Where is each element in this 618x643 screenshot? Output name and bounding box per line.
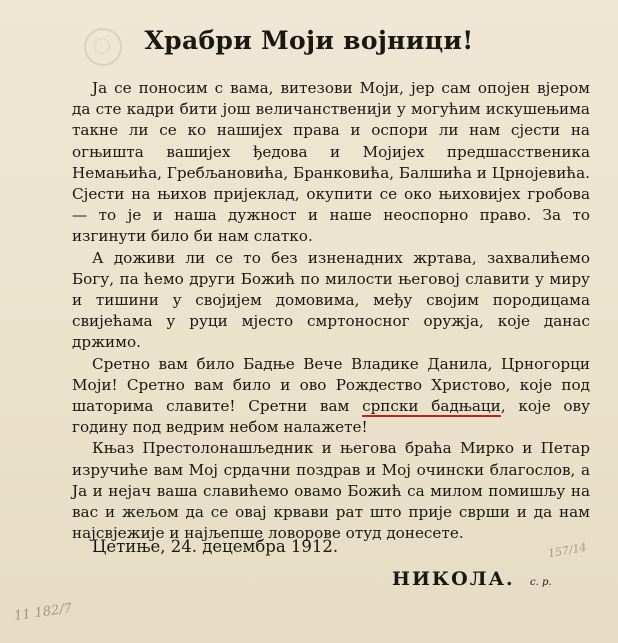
paragraph-1: Ја се поносим с вама, витезови Моји, јер сам опојен вјером да сте кадри бити још величанственији у могућим искушењима такне ли се ко нашијех права и оспори ли нам сјести на огњишта вашијех ђедова и Мојијех предшасственика Немањића, Гребљановића, Бранковића, Балшића и Црнојевића. Сјести на њихов пријеклад, окупити се око њиховијех гробова — то је и наша дужност и наше неоспорно право. За то изгинути било би нам слатко. <box>72 79 590 246</box>
signature-suffix: с. р. <box>530 577 552 588</box>
paragraph-3 <box>72 354 590 439</box>
signature: НИКОЛА. <box>392 568 515 590</box>
handwritten-note-left: 11 182/7 <box>13 601 73 624</box>
paragraph-3-end: , које ову годину под ведрим небом налажете! <box>72 397 591 437</box>
paragraph-4: Књаз Престолонашљедник и његова браћа Мирко и Петар изручиће вам Мој срдачни поздрав и Мој очински благослов, а Ја и нејач ваша славићемо овамо Божић са милом помишљу на вас и жељом да се овај крвави рат што прије сврши и да нам најсвјежије и најљепше ловорове отуд донесете. <box>72 439 590 543</box>
underlined-phrase: српски бадњаци <box>362 397 501 416</box>
handwritten-note-right: 157/14 <box>547 540 588 561</box>
proclamation-body <box>72 78 590 544</box>
place-and-date: Цетиње, 24. децембра 1912. <box>92 537 339 556</box>
paragraph-3-start: Сретно вам било Бадње Вече Владике Данила, Црногорци Моји! Сретно вам било и ово Рождество Христово, које под шаторима славите! Сретни вам <box>72 354 590 416</box>
page-title: Храбри Моји војници! <box>144 26 474 55</box>
paragraph-2: А доживи ли се то без изненадних жртава, захвалићемо Богу, па ћемо други Божић по милости његовој славити у миру и тишини у својијем домовима, међу својим породицама свијећама у руци мјесто смртоносног оружја, које данас држимо. <box>72 248 590 352</box>
